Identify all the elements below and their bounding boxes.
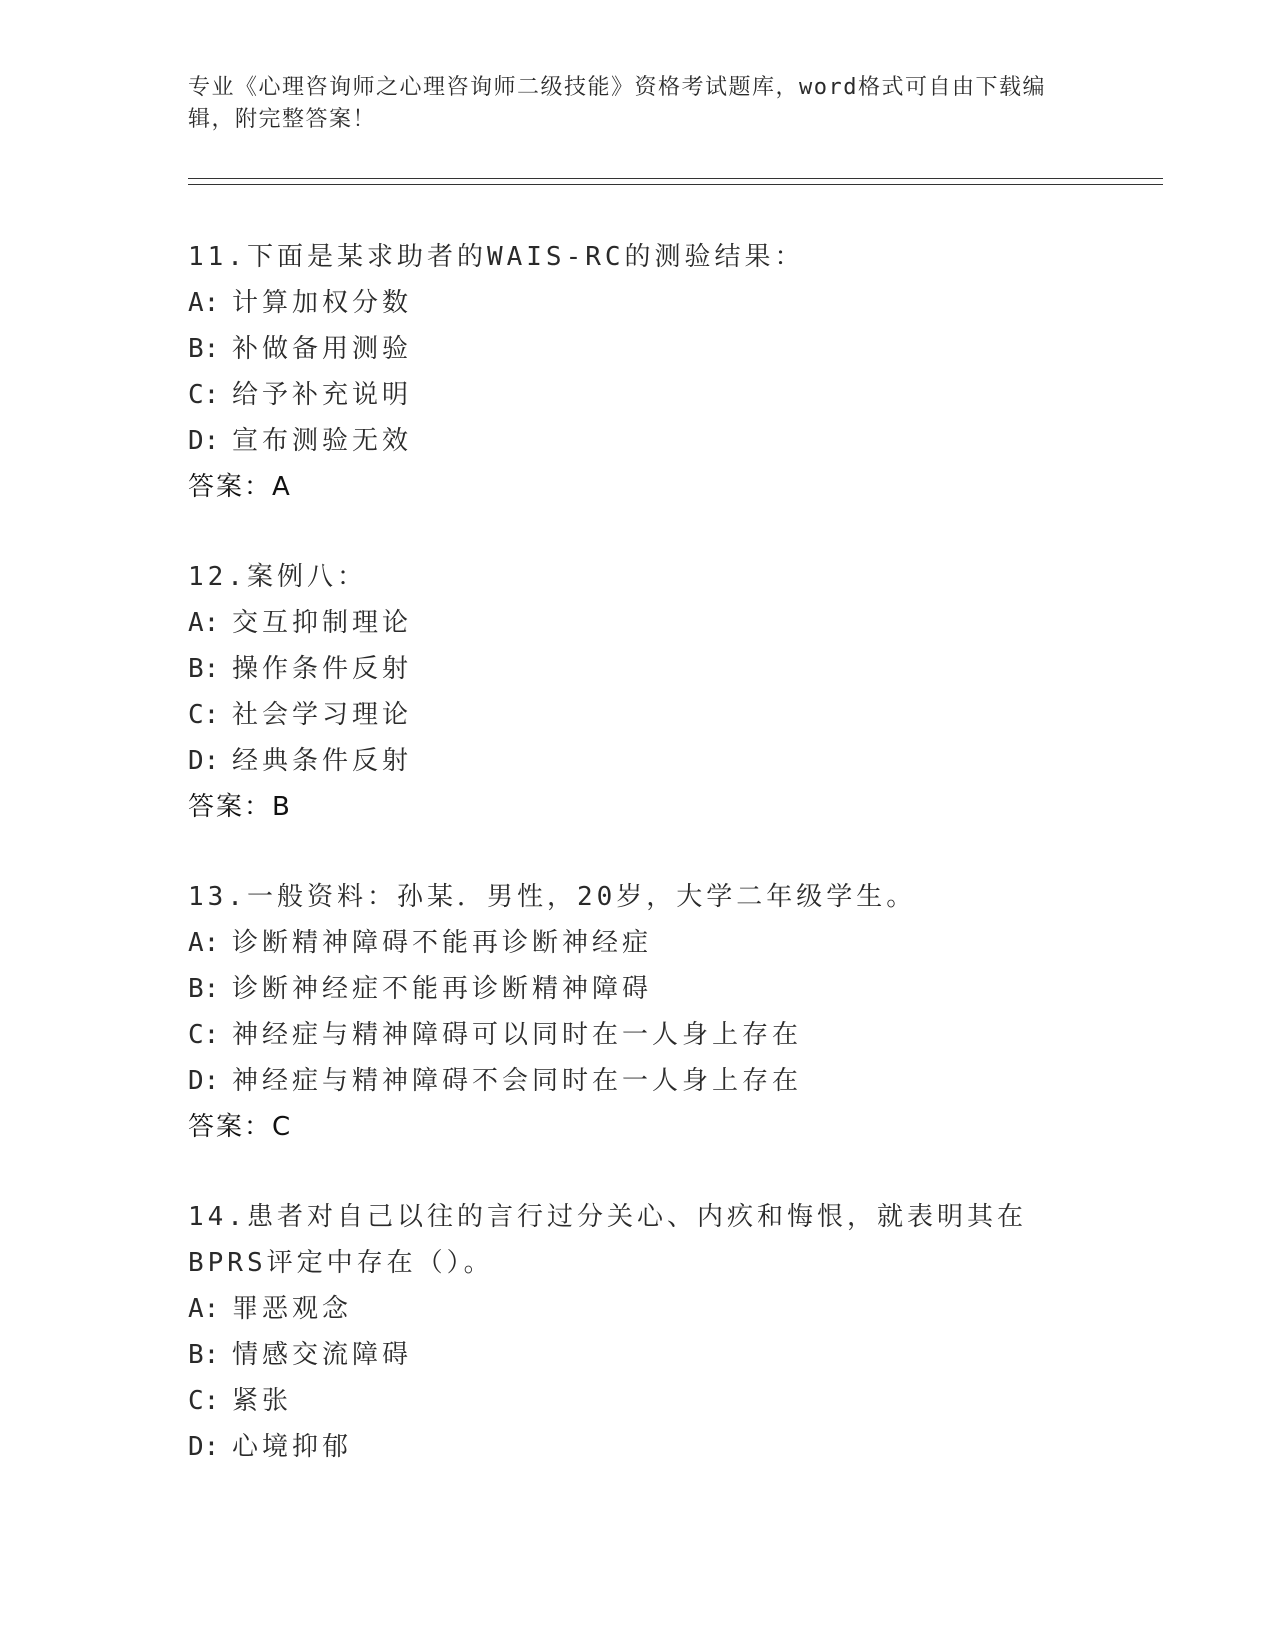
question-12	[188, 554, 1088, 830]
option-text: 宣布测验无效	[232, 426, 413, 456]
option-text: 给予补充说明	[232, 380, 413, 410]
option-letter: B:	[188, 334, 220, 364]
option-text: 紧张	[232, 1386, 293, 1416]
option-text: 情感交流障碍	[232, 1340, 413, 1370]
option-a	[188, 280, 1088, 326]
option-d	[188, 418, 1088, 464]
option-text: 计算加权分数	[232, 288, 413, 318]
option-letter: B:	[188, 974, 220, 1004]
question-stem: 13.一般资料：孙某．男性，20岁，大学二年级学生。	[188, 882, 917, 912]
option-text: 经典条件反射	[232, 746, 413, 776]
option-d	[188, 1424, 1088, 1470]
question-stem: 12.案例八：	[188, 562, 367, 592]
question-stem: 11.下面是某求助者的WAIS-RC的测验结果：	[188, 242, 805, 272]
option-b	[188, 326, 1088, 372]
option-letter: D:	[188, 746, 220, 776]
option-text: 心境抑郁	[232, 1432, 353, 1462]
question-13	[188, 874, 1088, 1150]
option-text: 社会学习理论	[232, 700, 413, 730]
option-text: 诊断神经症不能再诊断精神障碍	[232, 974, 653, 1004]
answer-label: 答案：A	[188, 472, 292, 502]
option-text: 诊断精神障碍不能再诊断神经症	[232, 928, 653, 958]
option-b	[188, 646, 1088, 692]
option-letter: B:	[188, 1340, 220, 1370]
option-text: 罪恶观念	[232, 1294, 353, 1324]
option-a	[188, 920, 1088, 966]
option-c	[188, 1378, 1088, 1424]
option-letter: A:	[188, 608, 220, 638]
option-letter: C:	[188, 1386, 220, 1416]
document-header: 专业《心理咨询师之心理咨询师二级技能》资格考试题库，word格式可自由下载编辑，附完整答案！	[188, 75, 1046, 132]
option-c	[188, 1012, 1088, 1058]
option-c	[188, 372, 1088, 418]
option-letter: A:	[188, 1294, 220, 1324]
option-b	[188, 966, 1088, 1012]
option-letter: D:	[188, 1066, 220, 1096]
option-b	[188, 1332, 1088, 1378]
question-14	[188, 1194, 1088, 1470]
header-rule-bottom	[188, 184, 1163, 185]
option-text: 神经症与精神障碍不会同时在一人身上存在	[232, 1066, 803, 1096]
option-text: 补做备用测验	[232, 334, 413, 364]
option-text: 操作条件反射	[232, 654, 413, 684]
option-letter: A:	[188, 928, 220, 958]
question-stem: 14.患者对自己以往的言行过分关心、内疚和悔恨，就表明其在BPRS评定中存在（）。	[188, 1202, 1027, 1278]
answer-label: 答案：C	[188, 1112, 293, 1142]
option-letter: C:	[188, 700, 220, 730]
option-d	[188, 738, 1088, 784]
option-text: 神经症与精神障碍可以同时在一人身上存在	[232, 1020, 803, 1050]
option-letter: B:	[188, 654, 220, 684]
option-letter: A:	[188, 288, 220, 318]
option-letter: C:	[188, 380, 220, 410]
option-text: 交互抑制理论	[232, 608, 413, 638]
option-letter: D:	[188, 1432, 220, 1462]
question-11	[188, 234, 1088, 510]
header-rule-top	[188, 178, 1163, 179]
option-letter: D:	[188, 426, 220, 456]
answer-label: 答案：B	[188, 792, 292, 822]
option-c	[188, 692, 1088, 738]
option-d	[188, 1058, 1088, 1104]
option-letter: C:	[188, 1020, 220, 1050]
option-a	[188, 1286, 1088, 1332]
option-a	[188, 600, 1088, 646]
